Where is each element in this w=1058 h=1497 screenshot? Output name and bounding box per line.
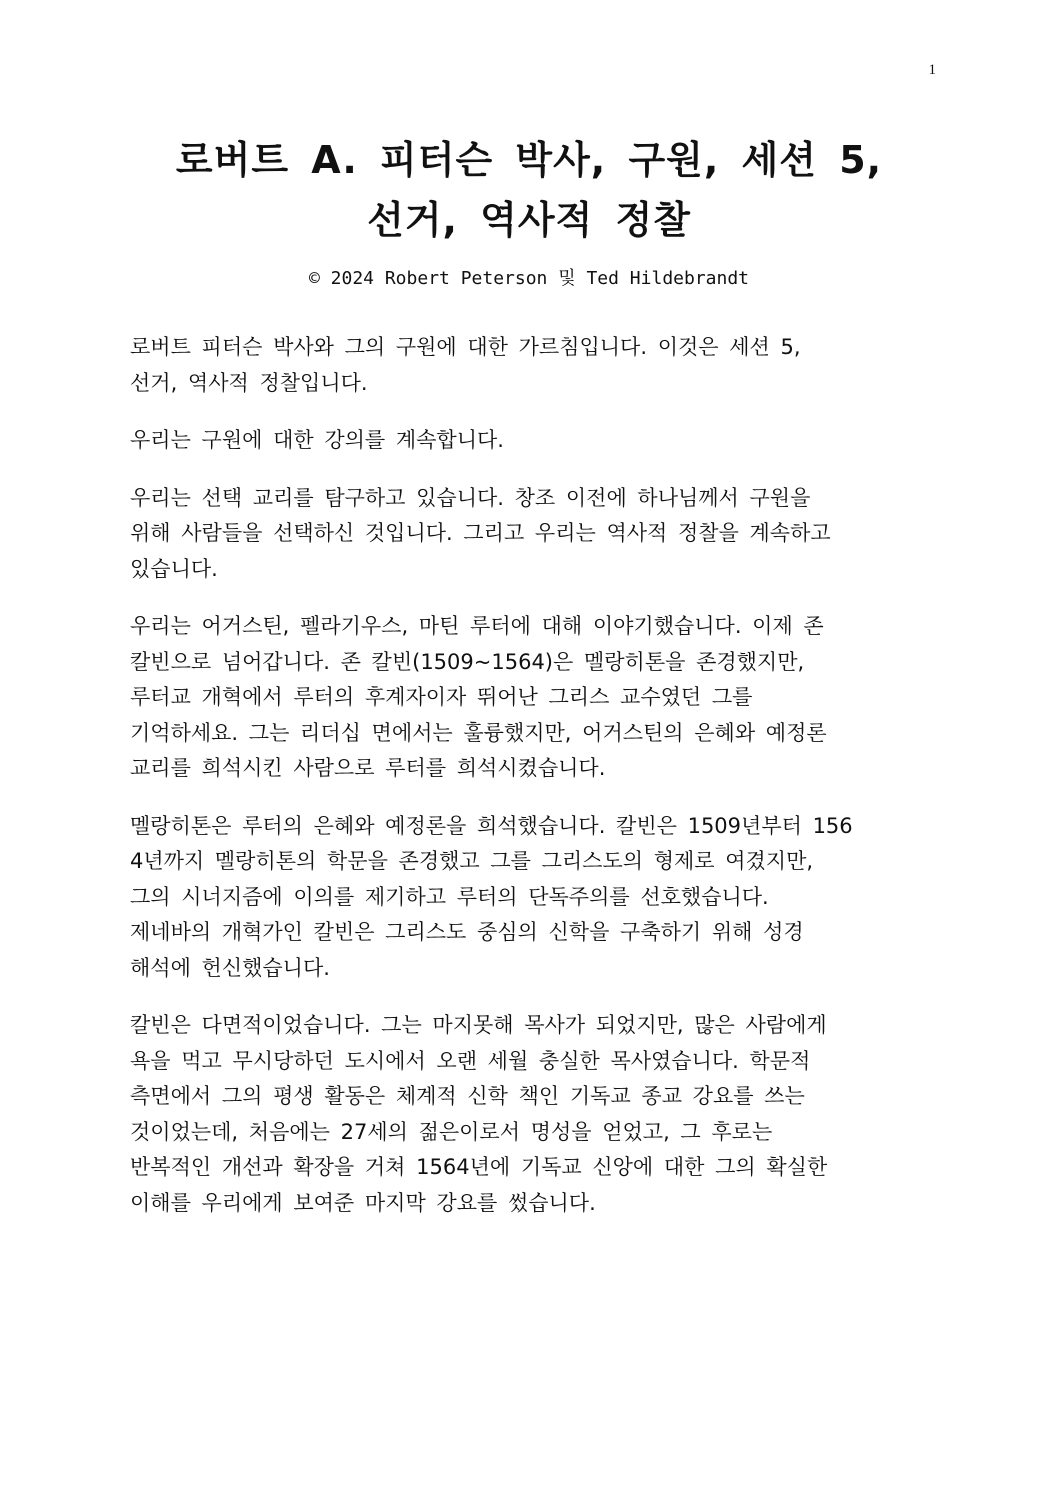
text-line: 교리를 희석시킨 사람으로 루터를 희석시켰습니다. [130,756,606,780]
text-line: 선거, 역사적 정찰입니다. [130,370,368,395]
paragraph-continue [130,423,930,459]
title-line: 로버트 A. 피터슨 박사, 구원, 세션 5, [175,138,883,182]
text-line: 기억하세요. 그는 리더십 면에서는 훌륭했지만, 어거스틴의 은혜와 예정론 [130,720,827,745]
document-body [130,330,930,1243]
text-line: 4년까지 멜랑히톤의 학문을 존경했고 그를 그리스도의 형제로 여겼지만, [130,849,814,873]
text-line: 위해 사람들을 선택하신 것입니다. 그리고 우리는 역사적 정찰을 계속하고 [130,521,831,545]
paragraph-melanchthon [130,809,930,987]
text-line: 있습니다. [130,556,218,581]
text-line: 우리는 어거스틴, 펠라기우스, 마틴 루터에 대해 이야기했습니다. 이제 존 [130,614,824,638]
text-line: 측면에서 그의 평생 활동은 체계적 신학 책인 기독교 종교 강요를 쓰는 [130,1084,805,1108]
text-line: 해석에 헌신했습니다. [130,955,330,980]
text-line: 반복적인 개선과 확장을 거쳐 1564년에 기독교 신앙에 대한 그의 확실한 [130,1155,828,1179]
paragraph-calvin-multifaceted [130,1008,930,1221]
text-line: 것이었는데, 처음에는 27세의 젊은이로서 명성을 얻었고, 그 후로는 [130,1119,773,1144]
text-line: 욕을 먹고 무시당하던 도시에서 오랜 세월 충실한 목사였습니다. 학문적 [130,1048,811,1073]
copyright-notice: © 2024 Robert Peterson 및 Ted Hildebrandt [308,268,750,289]
document-title [100,130,958,250]
paragraph-intro [130,330,930,401]
page-number: 1 [928,62,936,78]
text-line: 로버트 피터슨 박사와 그의 구원에 대한 가르침입니다. 이것은 세션 5, [130,335,801,359]
text-line: 우리는 선택 교리를 탐구하고 있습니다. 창조 이전에 하나님께서 구원을 [130,485,811,510]
title-line: 선거, 역사적 정찰 [367,198,691,242]
text-line: 제네바의 개혁가인 칼빈은 그리스도 중심의 신학을 구축하기 위해 성경 [130,920,804,944]
paragraph-election [130,481,930,588]
text-line: 우리는 구원에 대한 강의를 계속합니다. [130,428,504,452]
paragraph-calvin-intro [130,609,930,787]
text-line: 이해를 우리에게 보여준 마지막 강요를 썼습니다. [130,1190,596,1215]
text-line: 그의 시너지즘에 이의를 제기하고 루터의 단독주의를 선호했습니다. [130,884,769,909]
text-line: 루터교 개혁에서 루터의 후계자이자 뛰어난 그리스 교수였던 그를 [130,685,753,709]
text-line: 칼빈은 다면적이었습니다. 그는 마지못해 목사가 되었지만, 많은 사람에게 [130,1013,827,1037]
text-line: 칼빈으로 넘어갑니다. 존 칼빈(1509~1564)은 멜랑히톤을 존경했지만, [130,649,805,674]
text-line: 멜랑히톤은 루터의 은혜와 예정론을 희석했습니다. 칼빈은 1509년부터 156 [130,813,853,838]
